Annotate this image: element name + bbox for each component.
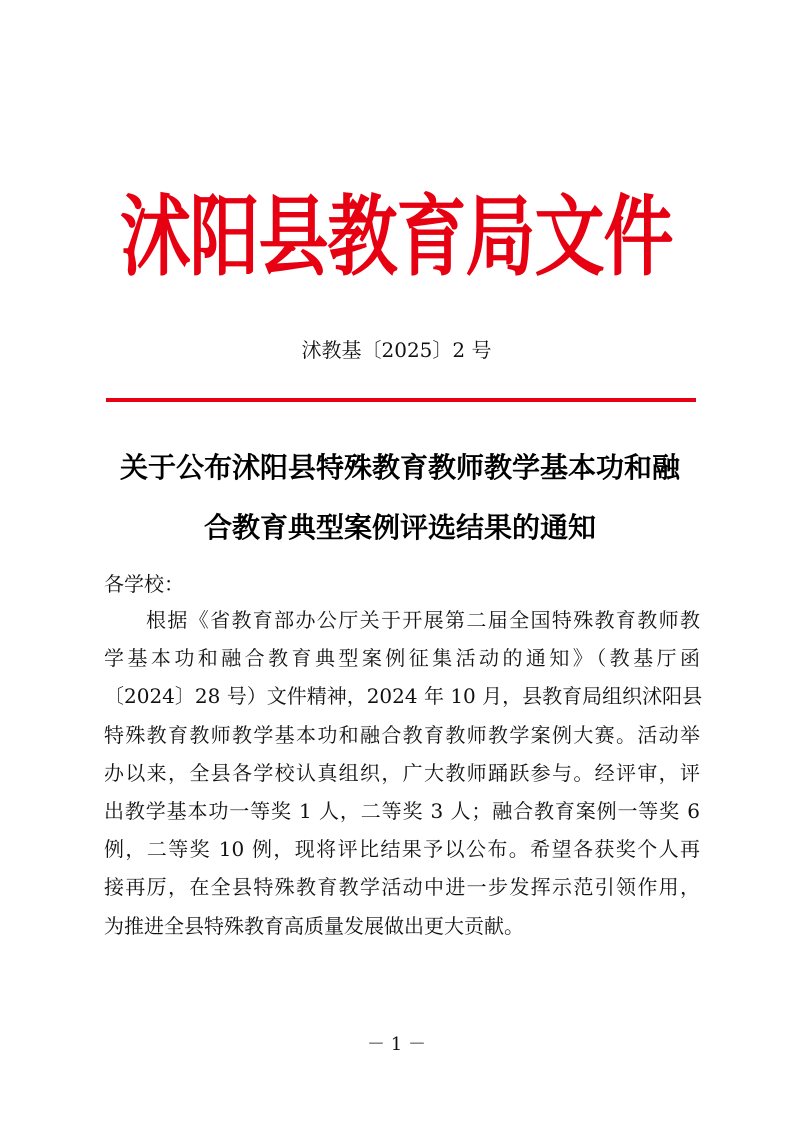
body-line: 根据《省教育部办公厅关于开展第二届全国特殊教育教师教 (146, 608, 700, 632)
page-number: － 1 － (367, 1034, 426, 1055)
body-paragraph (104, 601, 703, 945)
body-line: 特殊教育教师教学基本功和融合教育教师教学案例大赛。活动举 (104, 722, 700, 747)
body-line: 为推进全县特殊教育高质量发展做出更大贡献。 (104, 913, 524, 938)
body-line: 办以来，全县各学校认真组织，广大教师踊跃参与。经评审，评 (104, 760, 700, 785)
notice-title-line-2: 合教育典型案例评选结果的通知 (203, 511, 596, 544)
body-line: 出教学基本功一等奖 1 人，二等奖 3 人；融合教育案例一等奖 6 (104, 798, 700, 823)
body-line: 例，二等奖 10 例，现将评比结果予以公布。希望各获奖个人再 (104, 837, 700, 862)
salutation: 各学校： (104, 572, 184, 596)
body-line: 学基本功和融合教育典型案例征集活动的通知》（教基厅函 (104, 646, 700, 671)
body-line: 接再厉，在全县特殊教育教学活动中进一步发挥示范引领作用， (104, 875, 700, 900)
body-line: 〔2024〕28 号）文件精神，2024 年 10 月，县教育局组织沭阳县 (104, 684, 703, 709)
document-number: 沭教基〔2025〕2 号 (301, 338, 492, 362)
notice-title-line-1: 关于公布沭阳县特殊教育教师教学基本功和融 (119, 451, 680, 484)
notice-title (100, 438, 700, 558)
issuer-masthead: 沭阳县教育局文件 (120, 185, 673, 288)
red-divider-line (106, 398, 696, 402)
